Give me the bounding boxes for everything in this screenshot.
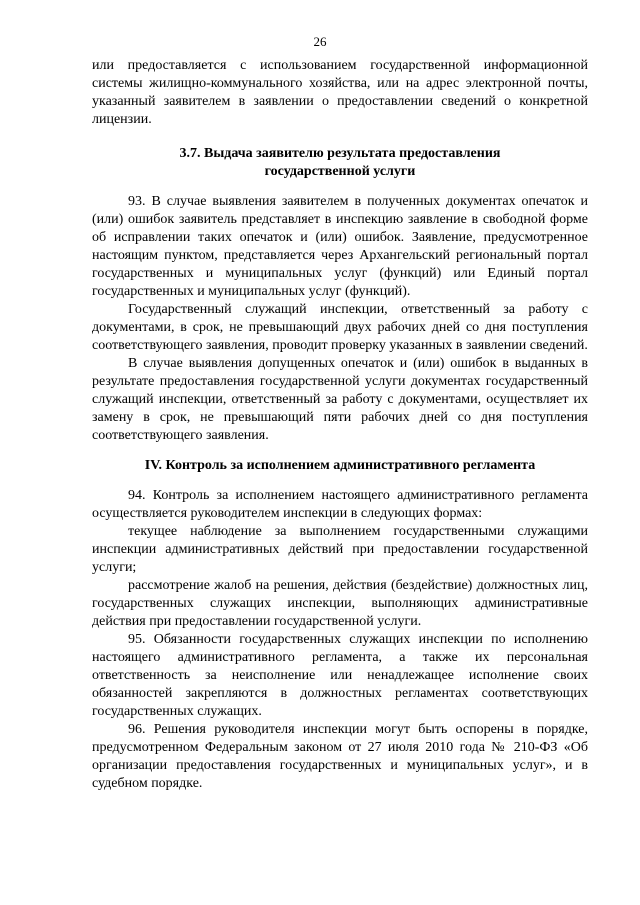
section-3-7-heading-line2: государственной услуги [264, 164, 416, 179]
paragraph-94-complaints: рассмотрение жалоб на решения, действия (бездействие) должностных лиц, государственных служащих инспекции, выполняющих административные действия при предоставлении государственной услуги. [92, 578, 588, 629]
section-iv-heading: IV. Контроль за исполнением административного регламента [144, 458, 536, 473]
paragraph-94-current-monitoring: текущее наблюдение за выполнением государственными служащими инспекции административных действий при предоставлении государственной услуги; [92, 524, 588, 575]
paragraph-93-review: Государственный служащий инспекции, ответственный за работу с документами, в срок, не превышающий двух рабочих дней со дня поступления соответствующего заявления, проводит проверку указанных в заявлении сведений. [92, 302, 588, 353]
continuation-paragraph: или предоставляется с использованием государственной информационной системы жилищно-коммунального хозяйства, или на адрес электронной почты, указанный заявителем в заявлении о предоставлении сведений о конкретной лицензии. [92, 58, 588, 127]
paragraph-93: 93. В случае выявления заявителем в полученных документах опечаток и (или) ошибок заявитель представляет в инспекцию заявление в свободной форме об исправлении таких опечаток и (или) ошибок. Заявление, предусмотренное настоящим пунктом, представляется через Архангельский региональный портал государственных и муниципальных услуг (функций) или Единый портал государственных и муниципальных услуг (функций). [92, 194, 588, 299]
paragraph-95: 95. Обязанности государственных служащих инспекции по исполнению настоящего административного регламента, а также их персональная ответственность за неисполнение или ненадлежащее исполнение своих обязанностей закрепляются в должностных регламентах соответствующих государственных служащих. [92, 632, 588, 719]
paragraph-93-replacement: В случае выявления допущенных опечаток и (или) ошибок в выданных в результате предоставления государственной услуги документах государственный служащий инспекции, ответственный за работу с документами, осуществляет их замену в срок, не превышающий пяти рабочих дней со дня поступления соответствующего заявления. [92, 356, 588, 443]
paragraph-96: 96. Решения руководителя инспекции могут быть оспорены в порядке, предусмотренном Федеральным законом от 27 июля 2010 года № 210-ФЗ «Об организации предоставления государственных и муниципальных услуг», и в судебном порядке. [92, 722, 588, 791]
page-number: 26 [313, 34, 327, 49]
section-3-7-heading-line1: 3.7. Выдача заявителю результата предоставления [179, 146, 501, 161]
document-body [92, 57, 588, 793]
paragraph-94: 94. Контроль за исполнением настоящего административного регламента осуществляется руководителем инспекции в следующих формах: [92, 488, 588, 521]
